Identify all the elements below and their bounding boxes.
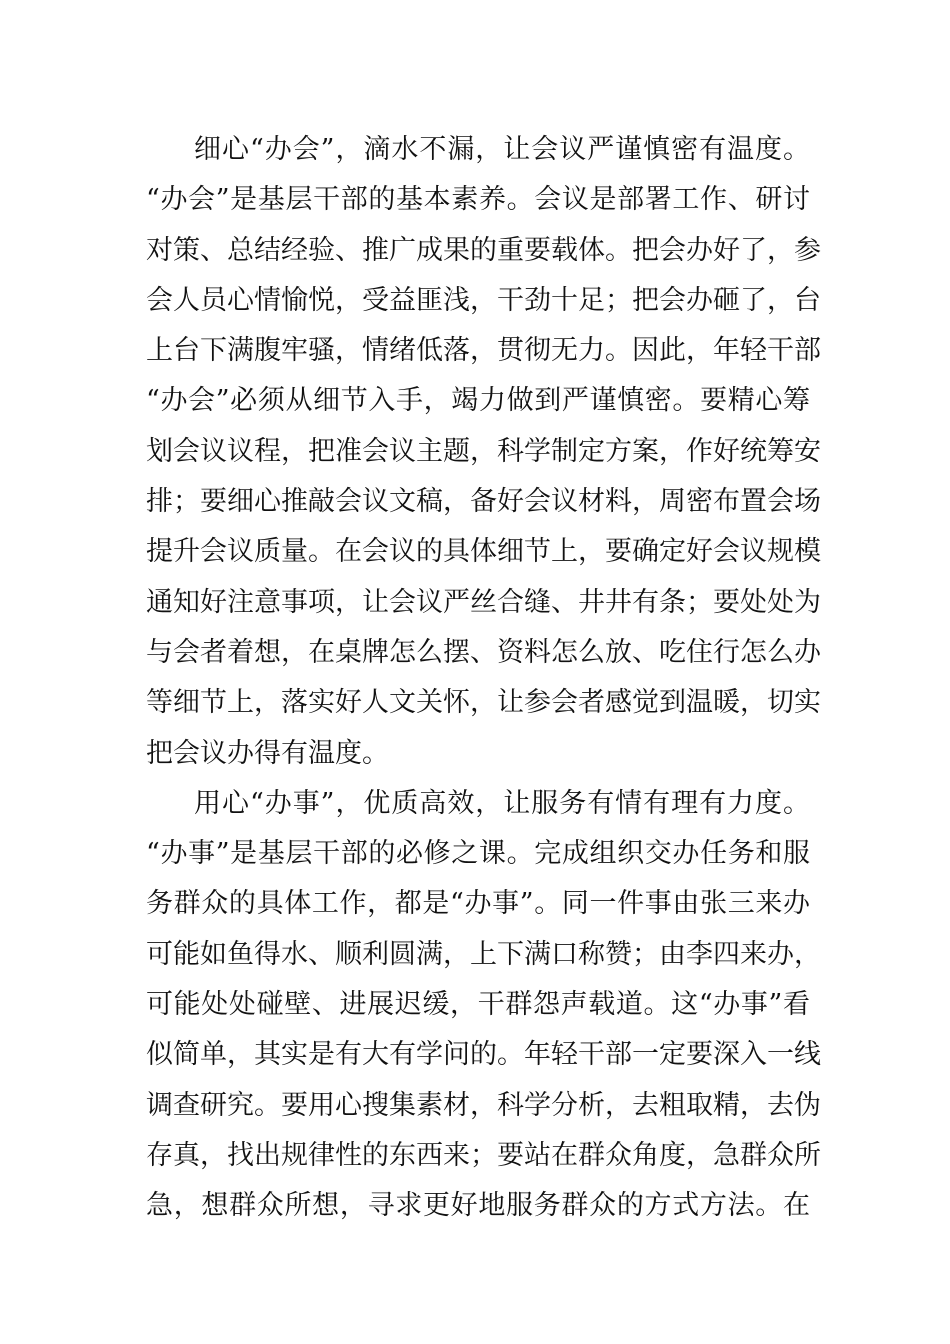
paragraph-line: 调查研究。要用心搜集素材，科学分析，去粗取精，去伪 xyxy=(146,1089,821,1121)
paragraph-line: 与会者着想，在桌牌怎么摆、资料怎么放、吃住行怎么办 xyxy=(146,636,821,668)
paragraph-line: 用心“办事”，优质高效，让服务有情有理有力度。 xyxy=(194,787,810,819)
paragraph-line: 可能处处碰壁、进展迟缓，干群怨声载道。这“办事”看 xyxy=(146,989,810,1021)
paragraph-line: 急，想群众所想，寻求更好地服务群众的方式方法。在 xyxy=(146,1190,810,1222)
paragraph-line: 存真，找出规律性的东西来；要站在群众角度，急群众所 xyxy=(146,1139,821,1171)
paragraph-line: 等细节上，落实好人文关怀，让参会者感觉到温暖，切实 xyxy=(146,687,821,719)
paragraph-line: 排；要细心推敲会议文稿，备好会议材料，周密布置会场 xyxy=(146,486,821,518)
paragraph-line: “办会”是基层干部的基本素养。会议是部署工作、研讨 xyxy=(146,184,810,216)
paragraph-line: “办会”必须从细节入手，竭力做到严谨慎密。要精心筹 xyxy=(146,385,810,417)
paragraph-line: “办事”是基层干部的必修之课。完成组织交办任务和服 xyxy=(146,838,810,870)
paragraph-line: 似简单，其实是有大有学问的。年轻干部一定要深入一线 xyxy=(146,1039,821,1071)
paragraph-line: 把会议办得有温度。 xyxy=(146,737,389,769)
paragraph-line: 提升会议质量。在会议的具体细节上，要确定好会议规模 xyxy=(146,536,821,568)
paragraph-line: 会人员心情愉悦，受益匪浅，干劲十足；把会办砸了，台 xyxy=(146,284,821,316)
document-body xyxy=(146,125,821,1232)
paragraph-2 xyxy=(146,779,821,1232)
paragraph-line: 上台下满腹牢骚，情绪低落，贯彻无力。因此，年轻干部 xyxy=(146,335,821,367)
paragraph-line: 务群众的具体工作，都是“办事”。同一件事由张三来办 xyxy=(146,888,810,920)
paragraph-line: 通知好注意事项，让会议严丝合缝、井井有条；要处处为 xyxy=(146,586,821,618)
paragraph-line: 对策、总结经验、推广成果的重要载体。把会办好了，参 xyxy=(146,234,821,266)
paragraph-1 xyxy=(146,125,821,779)
paragraph-line: 可能如鱼得水、顺利圆满，上下满口称赞；由李四来办， xyxy=(146,938,821,970)
paragraph-line: 细心“办会”，滴水不漏，让会议严谨慎密有温度。 xyxy=(194,134,810,165)
paragraph-line: 划会议议程，把准会议主题，科学制定方案，作好统筹安 xyxy=(146,435,821,467)
